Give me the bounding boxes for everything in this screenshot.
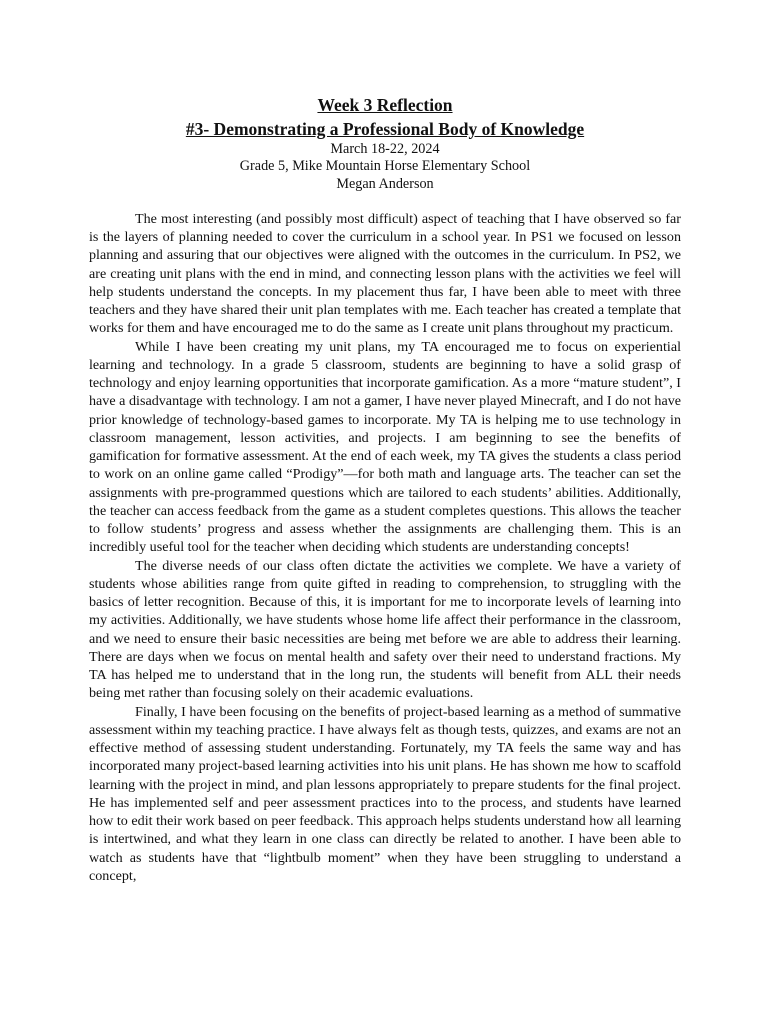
document-body: [89, 210, 681, 885]
document-subtitle: #3- Demonstrating a Professional Body of Knowledge: [185, 119, 585, 139]
document-author: Megan Anderson: [336, 175, 434, 192]
paragraph: The diverse needs of our class often dictate the activities we complete. We have a variety of students whose abilities range from quite gifted in reading to comprehension, to struggling with the basics of letter recognition. Because of this, it is important for me to incorporate levels of learning into my activities. Additionally, we have students whose home life affect their performance in the classroom, and we need to ensure their basic necessities are being met before we are able to address their learning. There are days when we focus on mental health and safety over their need to understand fractions. My TA has helped me to understand that in the long run, the students will benefit from ALL their needs being met rather than focusing solely on their academic evaluations.: [89, 557, 681, 702]
paragraph: Finally, I have been focusing on the benefits of project-based learning as a method of summative assessment within my teaching practice. I have always felt as though tests, quizzes, and exams are not an effective method of assessing student understanding. Fortunately, my TA feels the same way and has incorporated many project-based learning activities into his unit plans. He has shown me how to scaffold learning with the project in mind, and plan lessons appropriately to prepare students for the final project. He has implemented self and peer assessment practices into to the process, and students have learned how to edit their work based on peer feedback. This approach helps students understand how all learning is intertwined, and what they learn in one class can directly be related to another. I have been able to watch as students have that “lightbulb moment” when they have been struggling to understand a concept,: [89, 703, 681, 884]
document-school: Grade 5, Mike Mountain Horse Elementary School: [239, 158, 531, 175]
document-title: Week 3 Reflection: [317, 95, 453, 115]
paragraph: The most interesting (and possibly most difficult) aspect of teaching that I have observed so far is the layers of planning needed to cover the curriculum in a school year. In PS1 we focused on lesson planning and assuring that our objectives were aligned with the outcomes in the curriculum. In PS2, we are creating unit plans with the end in mind, and connecting lesson plans with the activities we feel will help students understand the concepts. In my placement thus far, I have been able to meet with three teachers and they have shared their unit plan templates with me. Each teacher has created a template that works for them and have encouraged me to do the same as I create unit plans throughout my practicum.: [89, 210, 681, 337]
document-header: [89, 94, 681, 193]
document-date: March 18-22, 2024: [330, 141, 440, 157]
paragraph: While I have been creating my unit plans, my TA encouraged me to focus on experiential learning and technology. In a grade 5 classroom, students are beginning to have a solid grasp of technology and enjoy learning opportunities that incorporate gamification. As a more “mature student”, I have a disadvantage with technology. I am not a gamer, I have never played Minecraft, and I do not have prior knowledge of technology-based games to incorporate. My TA is helping me to use technology in classroom management, lesson activities, and projects. I am beginning to see the benefits of gamification for formative assessment. At the end of each week, my TA gives the students a class period to work on an online game called “Prodigy”—for both math and language arts. The teacher can set the assignments with pre-programmed questions which are tailored to each students’ abilities. Additionally, the teacher can access feedback from the game as a student completes questions. This allows the teacher to follow students’ progress and assess whether the assignments are challenging them. This is an incredibly useful tool for the teacher when deciding which students are understanding concepts!: [89, 338, 681, 556]
